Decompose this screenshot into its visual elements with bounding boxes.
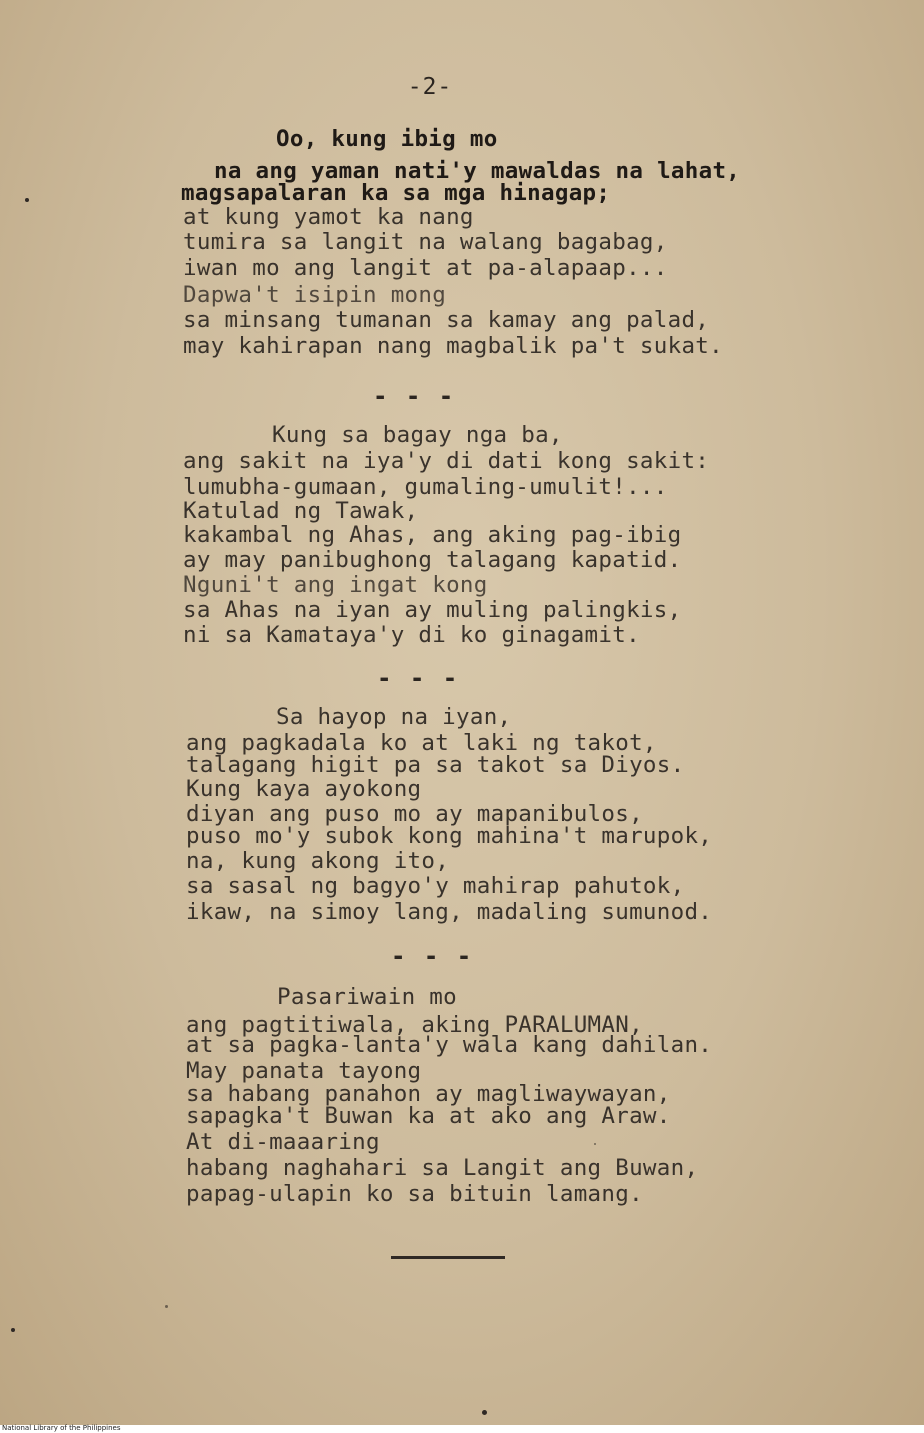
stanza-line: Oo, kung ibig mo <box>276 126 498 152</box>
stanza-line: at sa pagka-lanta'y wala kang dahilan. <box>186 1032 713 1058</box>
stanza-line: ay may panibughong talagang kapatid. <box>183 547 682 573</box>
stanza-line: na ang yaman nati'y mawaldas na lahat, <box>214 158 741 184</box>
stanza-line: sa minsang tumanan sa kamay ang palad, <box>183 307 710 333</box>
stanza-line: Katulad ng Tawak, <box>183 498 419 524</box>
paper-speck <box>482 1410 487 1415</box>
stanza-line: ang sakit na iya'y di dati kong sakit: <box>183 448 710 474</box>
stanza-line: ikaw, na simoy lang, madaling sumunod. <box>186 899 713 925</box>
stanza-line: Dapwa't isipin mong <box>183 282 447 308</box>
stanza-line: sa Ahas na iyan ay muling palingkis, <box>183 597 682 623</box>
footer-strip <box>0 1425 924 1433</box>
stanza-line: iwan mo ang langit at pa-alapaap... <box>183 255 668 281</box>
stanza-line: kakambal ng Ahas, ang aking pag-ibig <box>183 522 682 548</box>
stanza-line: na, kung akong ito, <box>186 848 450 874</box>
stanza-line: At di-maaaring <box>186 1129 380 1155</box>
stanza-line: sa sasal ng bagyo'y mahirap pahutok, <box>186 873 685 899</box>
stanza-line: Sa hayop na iyan, <box>276 704 512 730</box>
stanza-line: May panata tayong <box>186 1058 422 1084</box>
page-number: -2- <box>407 74 453 100</box>
stanza-line: talagang higit pa sa takot sa Diyos. <box>186 752 685 778</box>
stanza-line: Kung kaya ayokong <box>186 776 422 802</box>
paper-speck <box>11 1328 15 1332</box>
stanza-line: tumira sa langit na walang bagabag, <box>183 229 668 255</box>
stanza-line: ni sa Kamataya'y di ko ginagamit. <box>183 622 640 648</box>
stanza-separator: - - - <box>391 942 474 970</box>
footer-credit: National Library of the Philippines <box>2 1424 121 1432</box>
stanza-line: at kung yamot ka nang <box>183 204 474 230</box>
stanza-line: habang naghahari sa Langit ang Buwan, <box>186 1155 699 1181</box>
stanza-separator: - - - <box>377 664 460 692</box>
paper-speck <box>594 1143 596 1145</box>
stanza-line: puso mo'y subok kong mahina't marupok, <box>186 823 713 849</box>
stanza-line: lumubha-gumaan, gumaling-umulit!... <box>183 474 668 500</box>
stanza-line: sa habang panahon ay magliwaywayan, <box>186 1081 671 1107</box>
stanza-line: magsapalaran ka sa mga hinagap; <box>181 180 611 206</box>
paper-speck <box>25 198 29 202</box>
paper-speck <box>165 1305 168 1308</box>
stanza-line: Kung sa bagay nga ba, <box>272 422 563 448</box>
stanza-line: Pasariwain mo <box>277 984 457 1010</box>
stanza-line: may kahirapan nang magbalik pa't sukat. <box>183 333 723 359</box>
stanza-line: ang pagtitiwala, aking PARALUMAN, <box>186 1012 643 1038</box>
stanza-line: papag-ulapin ko sa bituin lamang. <box>186 1181 643 1207</box>
stanza-line: ang pagkadala ko at laki ng takot, <box>186 730 657 756</box>
stanza-line: diyan ang puso mo ay mapanibulos, <box>186 801 643 827</box>
closing-rule <box>391 1256 505 1259</box>
stanza-separator: - - - <box>373 382 456 410</box>
stanza-line: Nguni't ang ingat kong <box>183 572 488 598</box>
stanza-line: sapagka't Buwan ka at ako ang Araw. <box>186 1103 671 1129</box>
